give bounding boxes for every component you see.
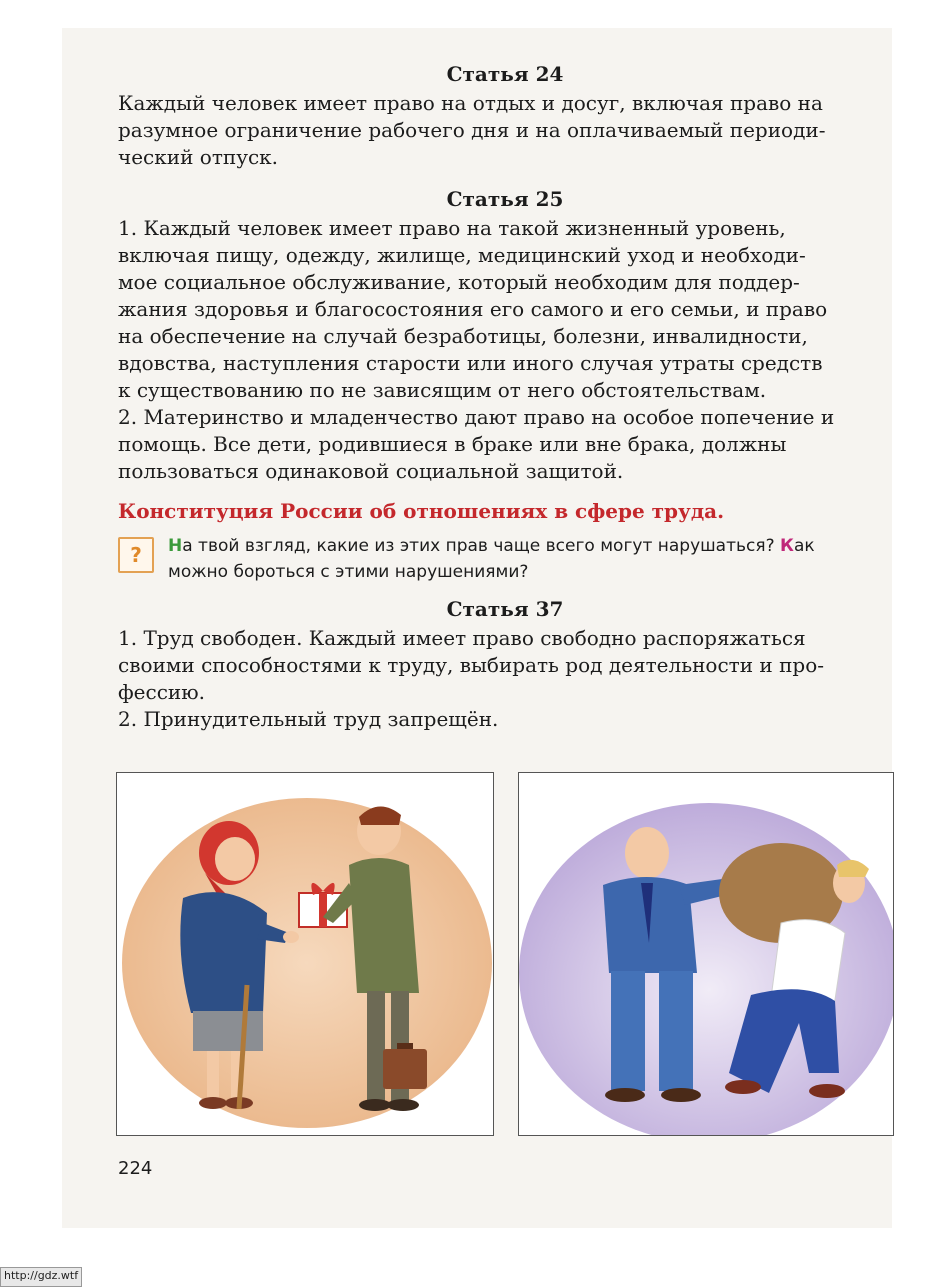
article-25-line: включая пищу, одежду, жилище, медицинский уход и необходи-: [118, 243, 806, 267]
article-25-title: Статья 25: [446, 187, 564, 211]
article-24-line: Каждый человек имеет право на отдых и досуг, включая право на: [118, 91, 823, 115]
question-initial: К: [780, 536, 794, 556]
article-25-line: 2. Материнство и младенчество дают право на особое попечение и: [118, 405, 835, 429]
question-mark-icon: ?: [118, 537, 154, 573]
article-25-line: на обеспечение на случай безработицы, болезни, инвалидности,: [118, 324, 808, 348]
article-25-line: вдовства, наступления старости или иного случая утраты средств: [118, 351, 823, 375]
page-content: [118, 62, 892, 733]
illustration-gift: [116, 772, 494, 1136]
question-text: [168, 533, 815, 585]
question-text-part: а твой взгляд, какие из этих прав чаще всего могут нарушаться?: [182, 536, 781, 556]
question-block: [118, 533, 892, 585]
illustration-gift-drawing: [117, 773, 493, 1135]
spacer: [118, 171, 892, 187]
article-37-line: 2. Принудительный труд запрещён.: [118, 707, 499, 731]
illustration-forced-labour: [518, 772, 894, 1136]
article-25-line: помощь. Все дети, родившиеся в браке или вне брака, должны: [118, 432, 787, 456]
article-25-line: пользоваться одинаковой социальной защитой.: [118, 459, 624, 483]
article-25-line: к существованию по не зависящим от него обстоятельствам.: [118, 378, 767, 402]
article-24-line: разумное ограничение рабочего дня и на оплачиваемый периоди-: [118, 118, 826, 142]
question-text-part: ак: [793, 536, 815, 556]
section-heading: Конституция России об отношениях в сфере труда.: [118, 499, 725, 523]
question-line-2: можно бороться с этими нарушениями?: [168, 562, 529, 582]
article-37-line: фессию.: [118, 680, 205, 704]
article-37-line: своими способностями к труду, выбирать род деятельности и про-: [118, 653, 825, 677]
question-line-1: [168, 533, 815, 559]
article-25-line: мое социальное обслуживание, который необходим для поддер-: [118, 270, 800, 294]
page-number: 224: [118, 1158, 153, 1179]
question-initial: Н: [168, 536, 183, 556]
article-37-title: Статья 37: [446, 597, 564, 621]
watermark-link[interactable]: http://gdz.wtf: [0, 1267, 82, 1287]
article-24-title: Статья 24: [446, 62, 564, 86]
article-24-line: ческий отпуск.: [118, 145, 279, 169]
article-25-line: 1. Каждый человек имеет право на такой жизненный уровень,: [118, 216, 786, 240]
article-25-line: жания здоровья и благосостояния его самого и его семьи, и право: [118, 297, 828, 321]
article-37-line: 1. Труд свободен. Каждый имеет право свободно распоряжаться: [118, 626, 806, 650]
illustration-forced-labour-drawing: [519, 773, 893, 1135]
